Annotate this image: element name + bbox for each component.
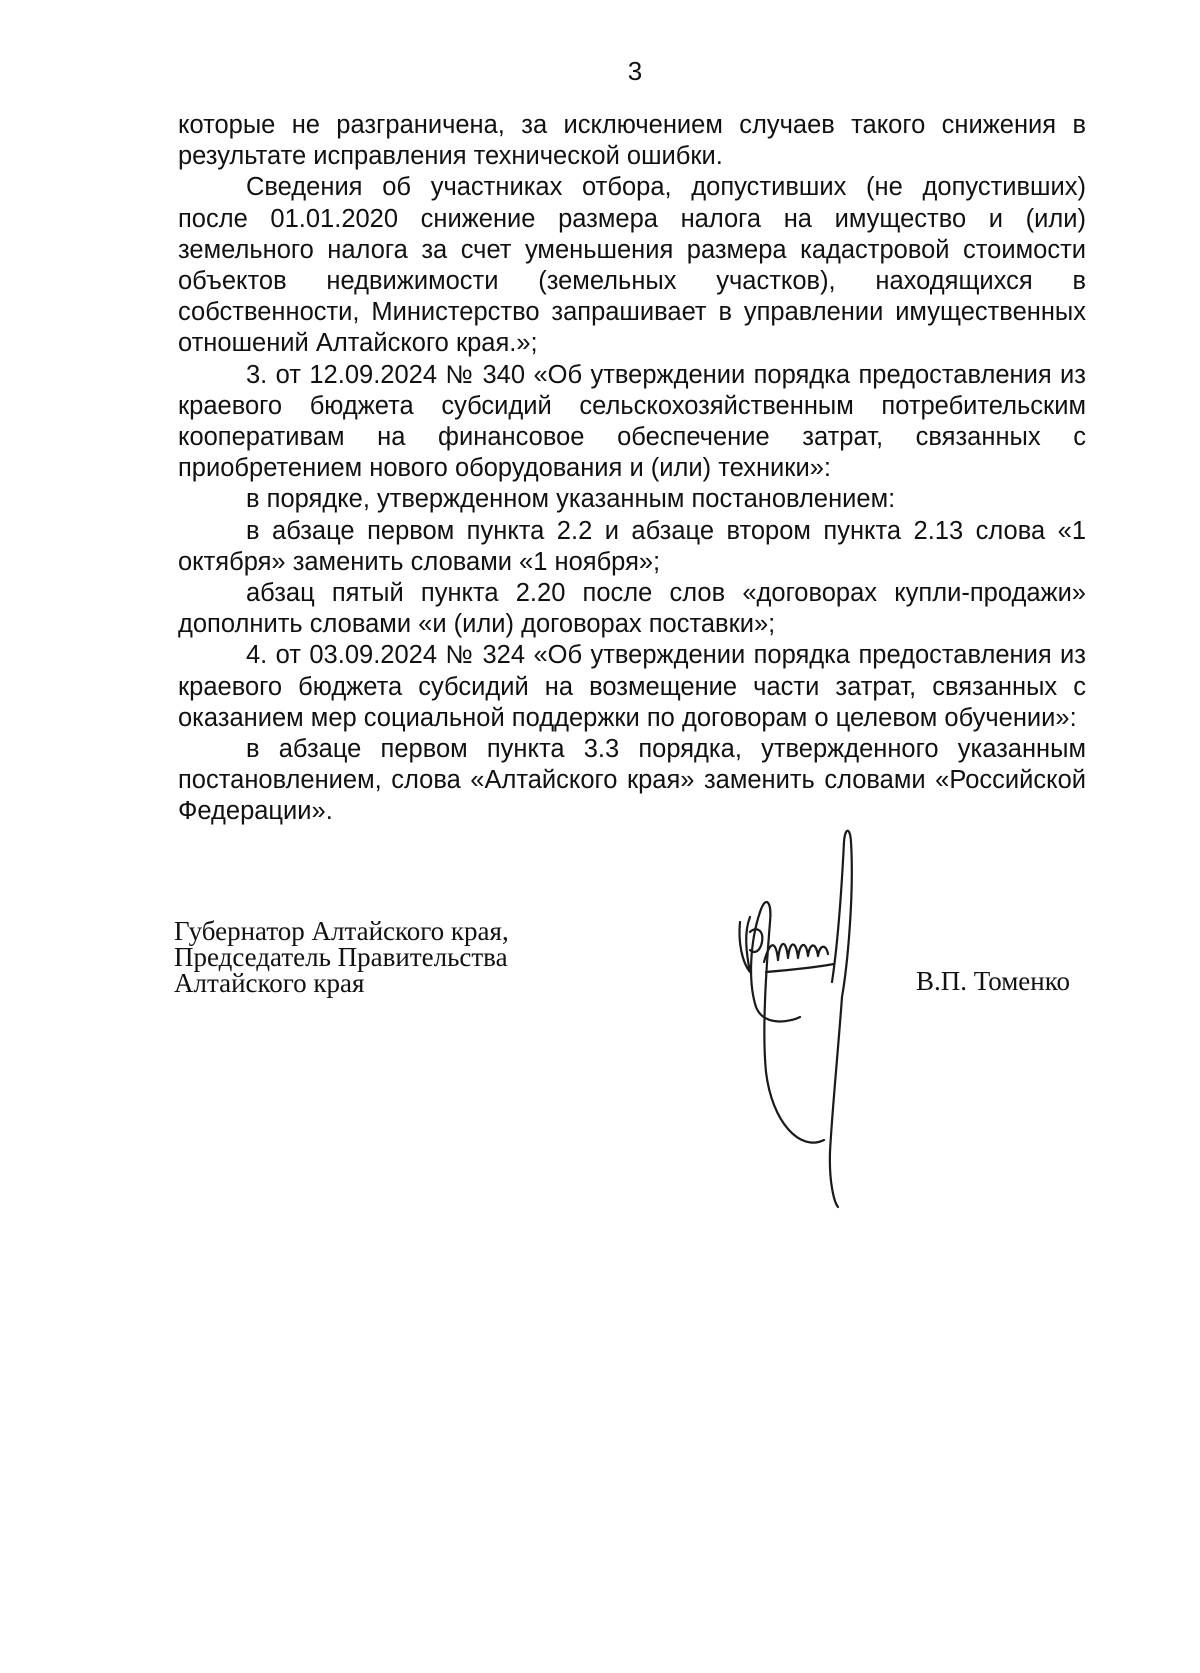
position-line-3: Алтайского края [174, 968, 365, 998]
paragraph-2: Сведения об участниках отбора, допустивших (не допустивших) после 01.01.2020 снижение размера налога на имущество и (или) земельного налога за счет уменьшения размера кадастровой стоимости объектов недвижимости (земельных участков), находящихся в собственности, Министерство запрашивает в управлении имущественных отношений Алтайского края.»; [178, 173, 1086, 358]
document-body [178, 110, 1086, 828]
paragraph-8: в абзаце первом пункта 3.3 порядка, утвержденного указанным постановлением, слова «Алтайского края» заменить словами «Российской Федерации». [178, 735, 1086, 826]
paragraph-4: в порядке, утвержденном указанным постановлением: [246, 485, 896, 514]
paragraph-1: которые не разграничена, за исключением случаев такого снижения в результате исправления технической ошибки. [178, 111, 1086, 171]
position-line-1: Губернатор Алтайского края, [174, 916, 509, 946]
page-number: 3 [627, 56, 643, 86]
signatory-position [174, 918, 509, 996]
position-line-2: Председатель Правительства [174, 942, 508, 972]
paragraph-6: абзац пятый пункта 2.20 после слов «договорах купли-продажи» дополнить словами «и (или) договорах поставки»; [178, 579, 1086, 639]
paragraph-3: 3. от 12.09.2024 № 340 «Об утверждении порядка предоставления из краевого бюджета субсидий сельскохозяйственным потребительским кооперативам на финансовое обеспечение затрат, связанных с приобретением нового оборудования и (или) техники»: [178, 360, 1086, 483]
handwritten-signature [720, 822, 890, 1212]
paragraph-7: 4. от 03.09.2024 № 324 «Об утверждении порядка предоставления из краевого бюджета субсидий на возмещение части затрат, связанных с оказанием мер социальной поддержки по договорам о целевом обучении»: [178, 641, 1086, 732]
signer-name: В.П. Томенко [916, 966, 1070, 996]
paragraph-5: в абзаце первом пункта 2.2 и абзаце втором пункта 2.13 слова «1 октября» заменить словами «1 ноября»; [178, 516, 1086, 576]
